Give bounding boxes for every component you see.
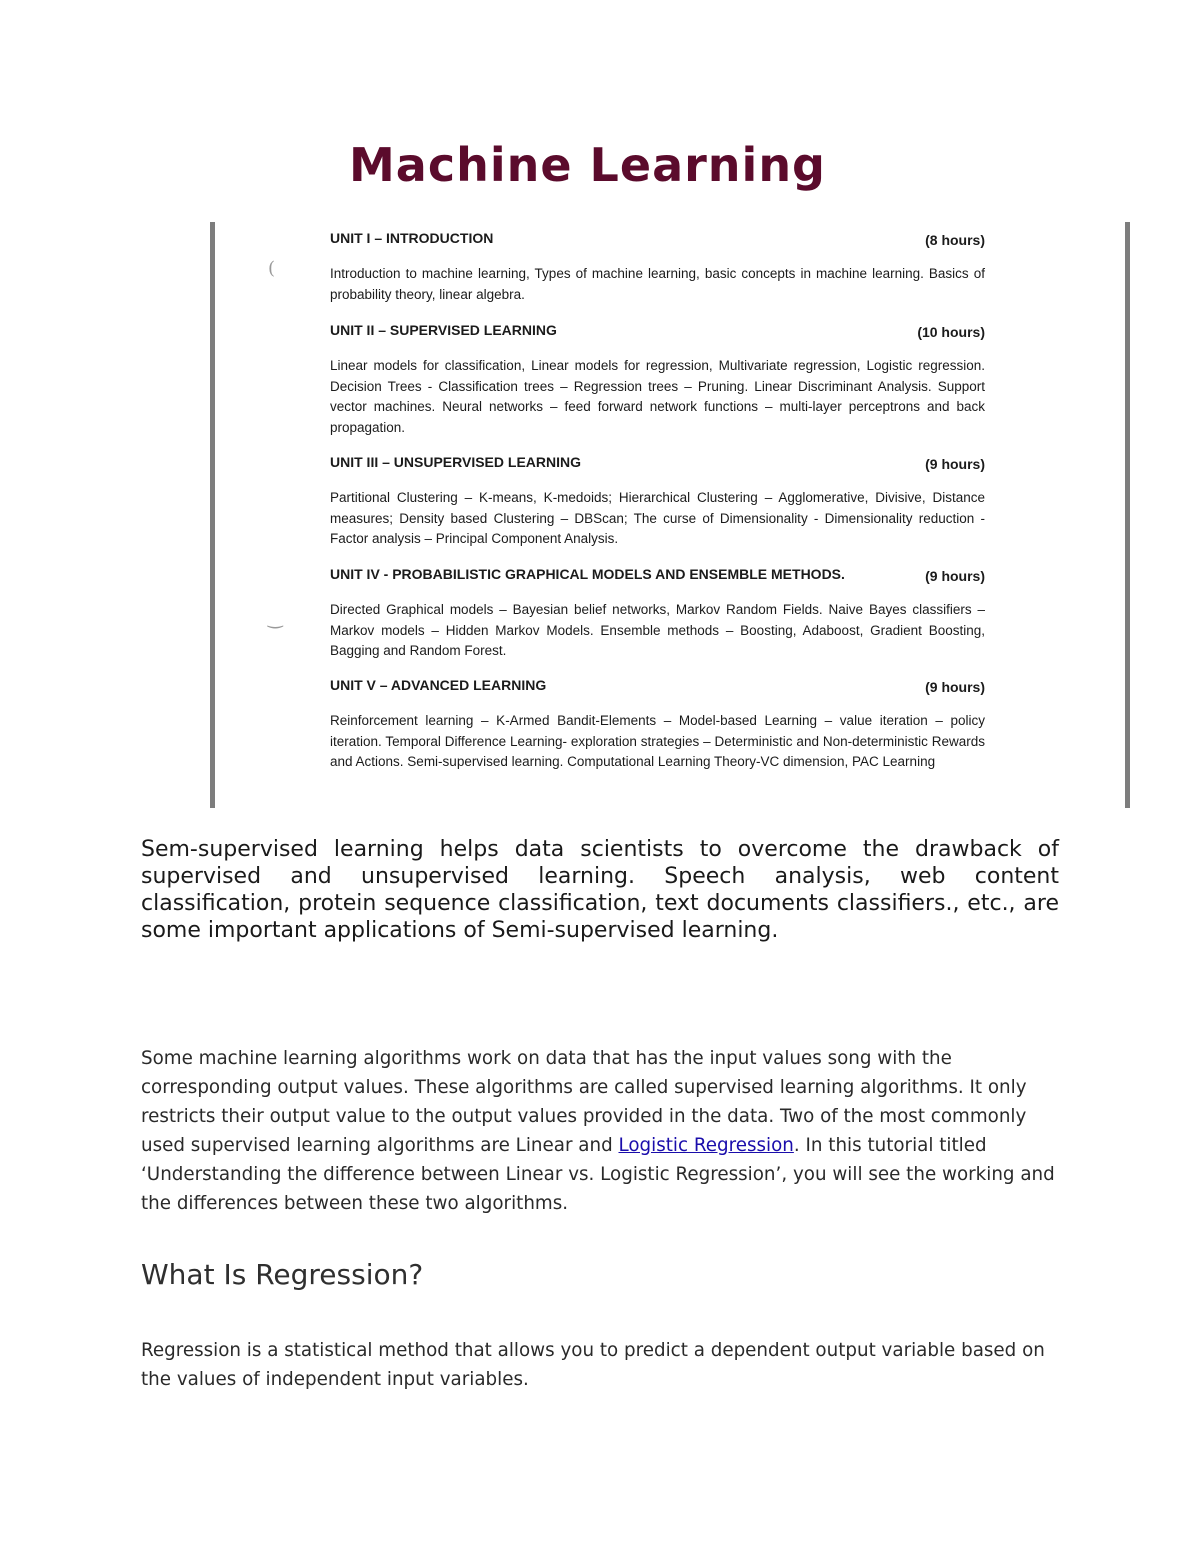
unit-heading: UNIT I – INTRODUCTION — [330, 230, 494, 246]
scan-left-border — [210, 222, 215, 808]
unit-heading: UNIT IV - PROBABILISTIC GRAPHICAL MODELS AND ENSEMBLE METHODS. — [330, 566, 845, 582]
unit-description: Partitional Clustering – K-means, K-medoids; Hierarchical Clustering – Agglomerative, Divisive, Distance measures; Density based Clustering – DBScan; The curse of Dimensionality - Dimensionality reduction - Factor analysis – Principal Component Analysis. — [330, 490, 985, 546]
paragraph-text: Some machine learning algorithms work on data that has the input values song with the corresponding output values. These algorithms are called supervised learning algorithms. It only restricts their output value to the output values provided in the data. Two of the most commonly used supervised learning algorithms are Linear and — [141, 1048, 1027, 1156]
syllabus-unit — [330, 454, 985, 550]
unit-heading: UNIT III – UNSUPERVISED LEARNING — [330, 454, 582, 470]
unit-heading-row — [330, 230, 985, 250]
regression-definition-paragraph: Regression is a statistical method that allows you to predict a dependent output variable based on the values of independent input variables. — [141, 1340, 1045, 1390]
syllabus-scan-image — [210, 222, 1130, 808]
scan-margin-mark: ‿ — [268, 608, 283, 629]
unit-heading: UNIT V – ADVANCED LEARNING — [330, 677, 547, 693]
unit-description: Reinforcement learning – K-Armed Bandit-Elements – Model-based Learning – value iteration – policy iteration. Temporal Difference Learning- exploration strategies – Deterministic and Non-deterministic Rewards and Actions. Semi-supervised learning. Computational Learning Theory-VC dimension, PAC Learning — [330, 713, 985, 769]
unit-heading-row — [330, 454, 985, 474]
unit-heading-row — [330, 566, 985, 586]
supervised-algorithms-paragraph — [141, 1044, 1071, 1218]
unit-heading-row — [330, 677, 985, 697]
unit-description: Directed Graphical models – Bayesian belief networks, Markov Random Fields. Naive Bayes classifiers – Markov models – Hidden Markov Models. Ensemble methods – Boosting, Adaboost, Gradient Boosting, Bagging and Random Forest. — [330, 602, 985, 658]
section-heading: What Is Regression? — [141, 1258, 424, 1291]
semi-supervised-paragraph: Sem-supervised learning helps data scientists to overcome the drawback of supervised and unsupervised learning. Speech analysis, web content classification, protein sequence classification, text documents classifiers., etc., are some important applications of Semi-supervised learning. — [141, 837, 1059, 943]
unit-hours: (9 hours) — [925, 456, 985, 472]
unit-description: Linear models for classification, Linear models for regression, Multivariate regression, Logistic regression. Decision Trees - Classification trees – Regression trees – Pruning. Linear Discriminant Analysis. Support vector machines. Neural networks – feed forward network functions – multi-layer perceptrons and back propagation. — [330, 358, 985, 435]
unit-heading-row — [330, 322, 985, 342]
syllabus-unit — [330, 566, 985, 662]
unit-hours: (8 hours) — [925, 232, 985, 248]
unit-hours: (10 hours) — [917, 324, 985, 340]
syllabus-unit — [330, 322, 985, 438]
unit-description: Introduction to machine learning, Types of machine learning, basic concepts in machine learning. Basics of probability theory, linear algebra. — [330, 266, 985, 302]
unit-hours: (9 hours) — [925, 568, 985, 584]
paragraph-text: . In this tutorial titled ‘Understanding the difference between Linear vs. Logistic Regression’, you will see the working and the differences between these two algorithms. — [141, 1135, 1055, 1214]
document-title: Machine Learning — [349, 138, 826, 192]
logistic-regression-link[interactable]: Logistic Regression — [618, 1135, 794, 1156]
syllabus-unit — [330, 677, 985, 773]
scan-margin-mark: ( — [268, 258, 276, 279]
unit-hours: (9 hours) — [925, 679, 985, 695]
unit-heading: UNIT II – SUPERVISED LEARNING — [330, 322, 557, 338]
scan-right-border — [1125, 222, 1130, 808]
syllabus-unit — [330, 230, 985, 305]
